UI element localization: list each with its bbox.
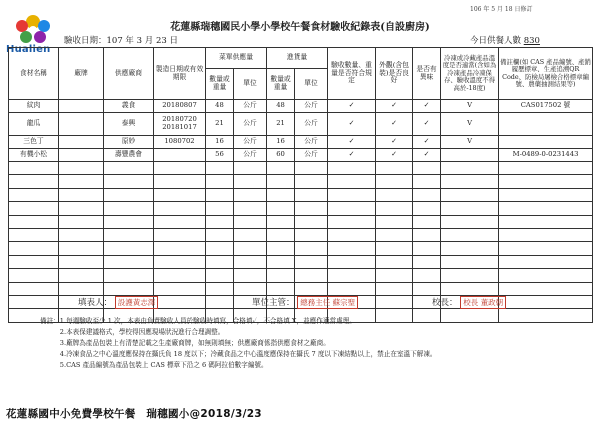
cell-order-qty: 56 — [206, 149, 234, 162]
cell-check-qty: ✓ — [328, 136, 376, 149]
cell-check-odor: ✓ — [413, 136, 441, 149]
cell-supplier: 原妙 — [104, 136, 154, 149]
col-remarks: 備註欄(如 CAS 產品編號、產銷履歷標章、生產追溯QR Code、防檢局屠檢合格標章編號、農藥抽測結果等) — [499, 48, 593, 100]
cell-brand — [59, 136, 104, 149]
page-title: 花蓮縣瑞穗國民小學小學校午餐食材驗收紀錄表(自設廚房) — [170, 22, 430, 33]
empty-row — [9, 215, 593, 228]
note-item: 2.本表保建議格式，學校得因應現場狀況進行合理調整。 — [59, 328, 225, 336]
cell-date — [154, 149, 206, 162]
cell-brand — [59, 149, 104, 162]
cell-order-unit: 公斤 — [234, 136, 267, 149]
col-check-temp: 冷凍或冷藏產品溫度是否適當(含如為冷凍產品冷凍保存、驗收溫度不得高於-18度) — [441, 48, 499, 100]
filler-stamp: 設護黃志澤 — [115, 296, 159, 309]
cell-brand — [59, 113, 104, 136]
supervisor-stamp: 總務主任 蘇宗聖 — [297, 296, 358, 309]
cell-remarks — [499, 136, 593, 149]
note-item: 3.廠牌為產品包裝上有清楚記載之生產廠商牌，如無則填無；供應廠商係指供應食材之廠商。 — [59, 339, 330, 347]
col-receive-group: 進貨量 — [267, 48, 328, 69]
cell-check-pack: ✓ — [376, 100, 413, 113]
cell-check-pack: ✓ — [376, 113, 413, 136]
note-item: 5.CAS 產品編號為產品包裝上 CAS 標章下沿之 6 碼阿拉伯數字編號。 — [59, 361, 268, 369]
note-item: 4.冷凍食品之中心溫度應保持在攝氏負 18 度以下；冷藏食品之中心溫度應保持在攝氏 7 度以下凍結點以上，禁止在室溫下解凍。 — [59, 350, 437, 358]
col-check-odor: 是否有異味 — [413, 48, 441, 100]
principal-stamp: 校長 董政朝 — [460, 296, 506, 309]
cell-remarks — [499, 113, 593, 136]
filler-signature — [78, 296, 158, 308]
principal-label: 校長： — [432, 298, 458, 308]
cell-check-odor: ✓ — [413, 113, 441, 136]
col-supplier: 供應廠商 — [104, 48, 154, 100]
col-order-unit: 單位 — [234, 69, 267, 100]
cell-recv-qty: 48 — [267, 100, 295, 113]
cell-recv-qty: 60 — [267, 149, 295, 162]
cell-date-line2: 20181017 — [162, 123, 197, 131]
col-date: 製造日期或有效期限 — [154, 48, 206, 100]
cell-order-qty: 48 — [206, 100, 234, 113]
cell-order-qty: 21 — [206, 113, 234, 136]
cell-date — [154, 113, 206, 136]
col-name: 食材名稱 — [9, 48, 59, 100]
cell-supplier: 壽豐農會 — [104, 149, 154, 162]
table-row — [9, 113, 593, 136]
cell-recv-unit: 公斤 — [295, 149, 328, 162]
meal-count — [470, 34, 540, 46]
cell-check-qty: ✓ — [328, 100, 376, 113]
cell-remarks: CAS017502 號 — [499, 100, 593, 113]
cell-check-odor: ✓ — [413, 149, 441, 162]
col-recv-qty: 數量或重量 — [267, 69, 295, 100]
logo-text: Hualien — [6, 44, 51, 55]
meal-count-label: 今日供餐人數 — [470, 36, 522, 46]
cell-check-temp: V — [441, 100, 499, 113]
empty-row — [9, 162, 593, 175]
cell-recv-unit: 公斤 — [295, 100, 328, 113]
cell-supplier: 義食 — [104, 100, 154, 113]
empty-row — [9, 269, 593, 282]
col-check-pack: 外觀(含包裝)是否良好 — [376, 48, 413, 100]
notes-section — [40, 316, 590, 371]
col-brand: 廠牌 — [59, 48, 104, 100]
inspection-date: 驗收日期：107 年 3 月 23 日 — [64, 36, 178, 46]
cell-date: 20180807 — [154, 100, 206, 113]
meal-count-value: 830 — [523, 36, 540, 46]
cell-name: 龍瓜 — [9, 113, 59, 136]
cell-order-unit: 公斤 — [234, 100, 267, 113]
empty-row — [9, 242, 593, 255]
supervisor-label: 單位主管： — [252, 298, 295, 308]
cell-date: 1080702 — [154, 136, 206, 149]
cell-check-qty: ✓ — [328, 149, 376, 162]
empty-row — [9, 202, 593, 215]
empty-row — [9, 188, 593, 201]
cell-order-unit: 公斤 — [234, 113, 267, 136]
cell-check-temp: V — [441, 113, 499, 136]
cell-supplier: 泰興 — [104, 113, 154, 136]
cell-check-odor: ✓ — [413, 100, 441, 113]
cell-order-qty: 16 — [206, 136, 234, 149]
col-order-group: 菜單供應量 — [206, 48, 267, 69]
cell-name: 有機小松 — [9, 149, 59, 162]
cell-check-qty: ✓ — [328, 113, 376, 136]
principal-signature — [432, 296, 506, 308]
cell-check-temp — [441, 149, 499, 162]
cell-check-pack: ✓ — [376, 149, 413, 162]
cell-name: 三色丁 — [9, 136, 59, 149]
cell-date-line1: 20180720 — [162, 115, 197, 124]
cell-recv-qty: 21 — [267, 113, 295, 136]
notes-label: 備註： — [40, 317, 60, 325]
cell-brand — [59, 100, 104, 113]
empty-row — [9, 175, 593, 188]
revision-date: 106 年 5 月 18 日修訂 — [470, 6, 533, 13]
col-check-qty: 驗收數量、重量是否符合規定 — [328, 48, 376, 100]
supervisor-signature — [252, 296, 358, 308]
empty-row — [9, 282, 593, 295]
cell-recv-unit: 公斤 — [295, 136, 328, 149]
filler-label: 填表人： — [78, 298, 113, 308]
footer-caption: 花蓮縣國中小免費學校午餐 瑞穗國小@2018/3/23 — [6, 408, 262, 420]
cell-recv-qty: 16 — [267, 136, 295, 149]
table-row — [9, 149, 593, 162]
note-item: 1.每週驗收至少 1 次，本表由負責驗收人員於驗收時填寫，合格填✓，不合格填 X，並應作適當處理。 — [59, 317, 356, 325]
cell-order-unit: 公斤 — [234, 149, 267, 162]
cell-name: 紋肉 — [9, 100, 59, 113]
table-row — [9, 136, 593, 149]
col-recv-unit: 單位 — [295, 69, 328, 100]
table-row — [9, 100, 593, 113]
empty-row — [9, 255, 593, 268]
cell-remarks: M-0489-0-0231443 — [499, 149, 593, 162]
inspection-table — [8, 47, 593, 323]
cell-check-temp: V — [441, 136, 499, 149]
cell-recv-unit: 公斤 — [295, 113, 328, 136]
empty-row — [9, 228, 593, 241]
cell-check-pack: ✓ — [376, 136, 413, 149]
col-order-qty: 數量或重量 — [206, 69, 234, 100]
